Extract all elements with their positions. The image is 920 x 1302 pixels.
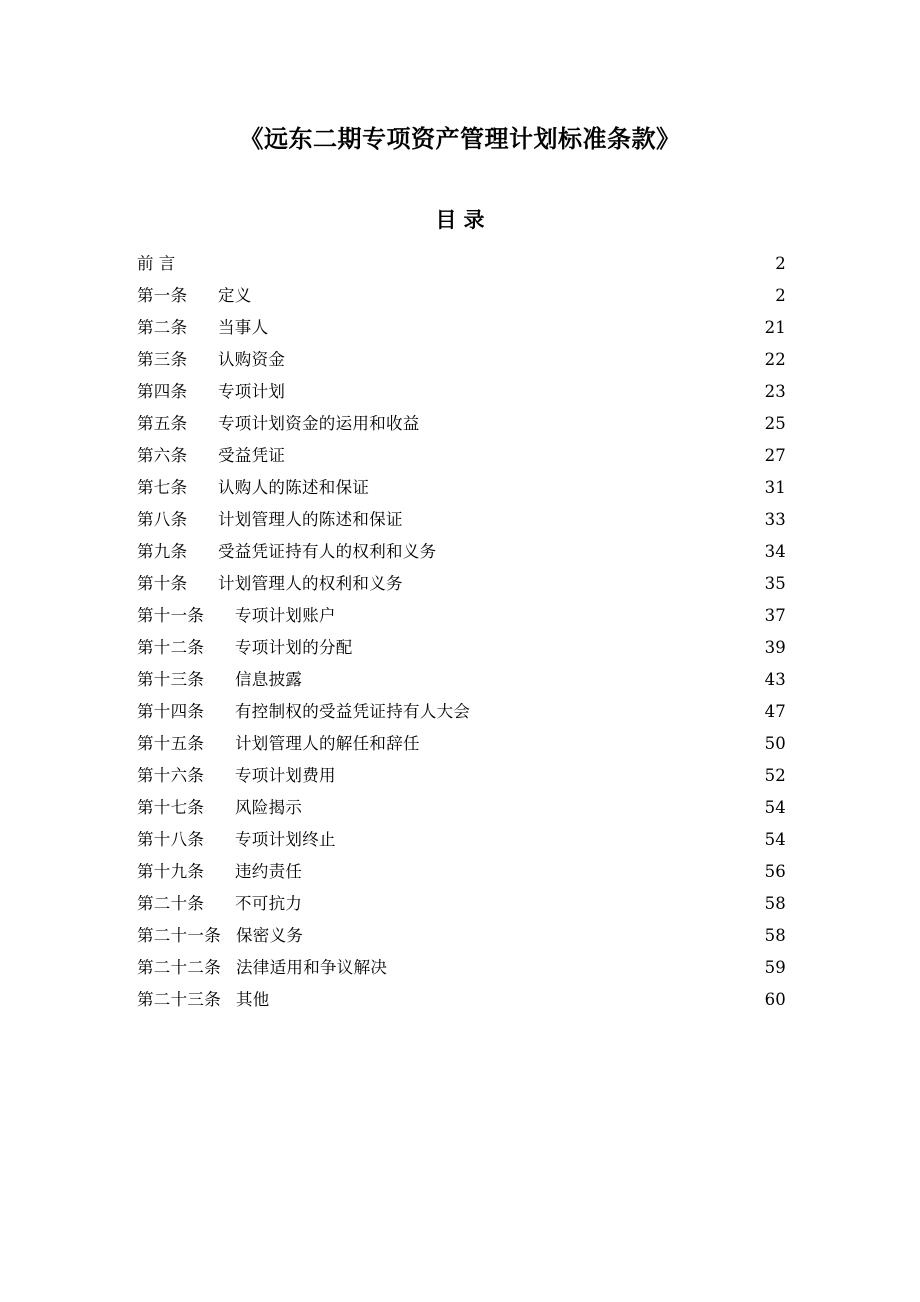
toc-dot-leader [338, 605, 765, 622]
toc-entry-number: 第十条 [137, 574, 188, 593]
toc-entry-title: 认购资金 [218, 350, 286, 369]
toc-entry-title: 专项计划的分配 [235, 638, 353, 657]
toc-entry[interactable] [137, 600, 786, 632]
toc-entry-title: 法律适用和争议解决 [236, 958, 388, 977]
toc-entry-number: 第二条 [137, 318, 188, 337]
toc-entry-page-number: 54 [764, 830, 786, 849]
toc-entry[interactable] [137, 408, 786, 440]
toc-entry-page-number: 34 [764, 542, 786, 561]
toc-entry[interactable] [137, 984, 786, 1016]
toc-entry-number: 第四条 [137, 382, 188, 401]
toc-entry-page-number: 58 [764, 926, 786, 945]
toc-entry-page-number: 23 [764, 382, 786, 401]
toc-entry-number: 第十七条 [137, 798, 205, 817]
toc-entry[interactable] [137, 248, 786, 280]
toc-entry[interactable] [137, 344, 786, 376]
toc-entry-title: 专项计划费用 [235, 766, 336, 785]
toc-dot-leader [405, 509, 765, 526]
toc-entry-page-number: 31 [764, 478, 786, 497]
toc-entry[interactable] [137, 696, 786, 728]
toc-entry[interactable] [137, 312, 786, 344]
toc-dot-leader [304, 669, 764, 686]
toc-entry-number: 第十九条 [137, 862, 205, 881]
toc-entry-title: 专项计划资金的运用和收益 [218, 414, 420, 433]
toc-entry[interactable] [137, 376, 786, 408]
toc-entry-number: 第十八条 [137, 830, 205, 849]
toc-entry-number: 第二十二条 [137, 958, 221, 977]
toc-entry-number: 第五条 [137, 414, 188, 433]
toc-entry-title: 计划管理人的陈述和保证 [218, 510, 403, 529]
toc-entry-title: 信息披露 [235, 670, 303, 689]
toc-entry[interactable] [137, 536, 786, 568]
toc-dot-leader [338, 829, 765, 846]
toc-entry-page-number: 43 [764, 670, 786, 689]
toc-entry[interactable] [137, 888, 786, 920]
toc-entry-title: 受益凭证持有人的权利和义务 [218, 542, 437, 561]
toc-entry-page-number: 37 [764, 606, 786, 625]
toc-entry-number: 第一条 [137, 286, 188, 305]
toc-entry-title: 违约责任 [235, 862, 303, 881]
toc-entry-page-number: 50 [764, 734, 786, 753]
toc-entry-number: 第十四条 [137, 702, 205, 721]
toc-entry-number: 第十六条 [137, 766, 205, 785]
toc-entry-page-number: 35 [764, 574, 786, 593]
toc-entry[interactable] [137, 824, 786, 856]
toc-entry[interactable] [137, 280, 786, 312]
toc-dot-leader [438, 541, 764, 558]
toc-entry-number: 第八条 [137, 510, 188, 529]
toc-entry-number: 第二十一条 [137, 926, 221, 945]
toc-entry-page-number: 21 [764, 318, 786, 337]
document-title: 《远东二期专项资产管理计划标准条款》 [239, 124, 681, 153]
toc-entry[interactable] [137, 632, 786, 664]
toc-entry-page-number: 25 [764, 414, 786, 433]
toc-entry[interactable] [137, 792, 786, 824]
toc-entry-page-number: 39 [764, 638, 786, 657]
table-of-contents-heading: 目录 [435, 207, 492, 232]
toc-entry[interactable] [137, 920, 786, 952]
toc-dot-leader [220, 253, 775, 270]
toc-entry-page-number: 52 [764, 766, 786, 785]
toc-entry-number: 第十五条 [137, 734, 205, 753]
toc-entry[interactable] [137, 504, 786, 536]
toc-entry[interactable] [137, 856, 786, 888]
toc-entry-page-number: 47 [764, 702, 786, 721]
toc-entry-number: 第二十条 [137, 894, 205, 913]
toc-entry-title: 有控制权的受益凭证持有人大会 [235, 702, 471, 721]
toc-entry[interactable] [137, 472, 786, 504]
toc-dot-leader [472, 701, 764, 718]
toc-entry-page-number: 54 [764, 798, 786, 817]
toc-entry-page-number: 56 [764, 862, 786, 881]
toc-entry-number: 第九条 [137, 542, 188, 561]
toc-entry-title: 计划管理人的解任和辞任 [235, 734, 420, 753]
toc-entry-title: 专项计划账户 [235, 606, 336, 625]
toc-entry-title: 保密义务 [236, 926, 304, 945]
toc-entry-number: 第三条 [137, 350, 188, 369]
toc-entry-title: 计划管理人的权利和义务 [218, 574, 403, 593]
toc-entry-page-number: 60 [764, 990, 786, 1009]
toc-entry-number: 第十三条 [137, 670, 205, 689]
toc-entry-title: 风险揭示 [235, 798, 303, 817]
toc-dot-leader [389, 957, 764, 974]
toc-dot-leader [422, 413, 765, 430]
toc-dot-leader [422, 733, 765, 750]
toc-entry[interactable] [137, 952, 786, 984]
toc-dot-leader [405, 573, 765, 590]
toc-entry-number: 前 言 [137, 254, 176, 273]
toc-entry[interactable] [137, 760, 786, 792]
toc-entry[interactable] [137, 664, 786, 696]
toc-dot-leader [371, 477, 764, 494]
toc-entry-page-number: 33 [764, 510, 786, 529]
toc-dot-leader [287, 349, 764, 366]
toc-dot-leader [304, 893, 764, 910]
toc-entry-title: 定义 [218, 286, 252, 305]
toc-dot-leader [287, 445, 764, 462]
toc-entry-number: 第二十三条 [137, 990, 221, 1009]
toc-dot-leader [304, 797, 764, 814]
toc-entry[interactable] [137, 728, 786, 760]
toc-entry-number: 第六条 [137, 446, 188, 465]
toc-entry-title: 当事人 [218, 318, 269, 337]
table-of-contents-list [137, 248, 786, 1016]
toc-entry-page-number: 2 [775, 254, 786, 273]
toc-dot-leader [272, 989, 765, 1006]
toc-entry-page-number: 27 [764, 446, 786, 465]
toc-entry-title: 受益凭证 [218, 446, 286, 465]
toc-entry-title: 专项计划终止 [235, 830, 336, 849]
toc-entry[interactable] [137, 568, 786, 600]
toc-entry-number: 第十一条 [137, 606, 205, 625]
toc-entry-page-number: 2 [775, 286, 786, 305]
toc-dot-leader [355, 637, 765, 654]
toc-dot-leader [254, 285, 776, 302]
toc-entry[interactable] [137, 440, 786, 472]
toc-entry-page-number: 22 [764, 350, 786, 369]
toc-entry-title: 不可抗力 [235, 894, 303, 913]
toc-entry-page-number: 59 [764, 958, 786, 977]
toc-entry-title: 专项计划 [218, 382, 286, 401]
toc-dot-leader [338, 765, 765, 782]
toc-dot-leader [305, 925, 764, 942]
toc-dot-leader [287, 381, 764, 398]
toc-entry-number: 第十二条 [137, 638, 205, 657]
toc-entry-title: 认购人的陈述和保证 [218, 478, 370, 497]
toc-dot-leader [304, 861, 764, 878]
toc-dot-leader [270, 317, 764, 334]
toc-entry-page-number: 58 [764, 894, 786, 913]
toc-entry-number: 第七条 [137, 478, 188, 497]
toc-entry-title: 其他 [236, 990, 270, 1009]
